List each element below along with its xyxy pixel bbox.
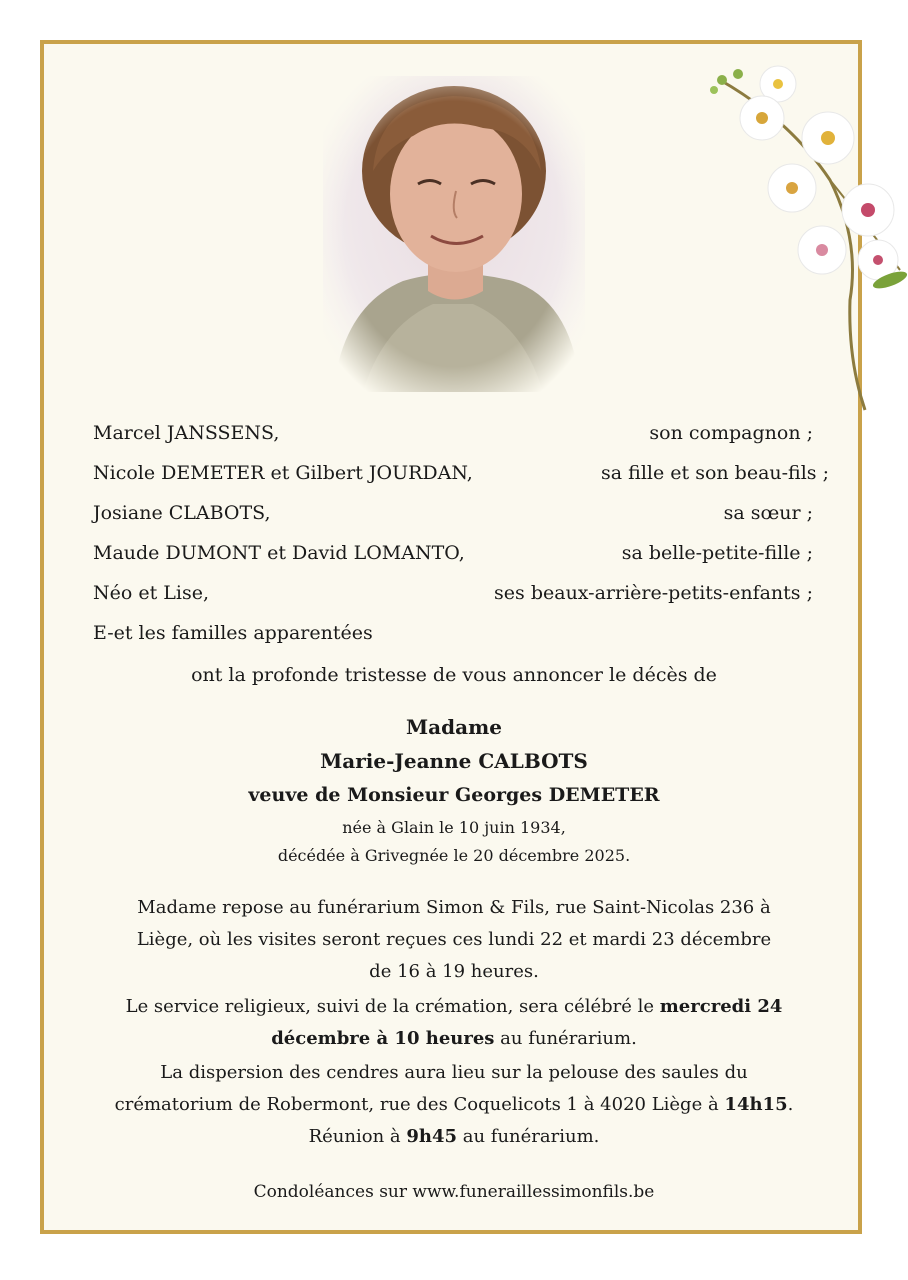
- details-line-8: [60, 1122, 848, 1152]
- meeting-time: 9h45: [406, 1126, 458, 1147]
- details-line-4: [60, 992, 848, 1022]
- family-name: Maude DUMONT et David LOMANTO,: [93, 542, 465, 564]
- orchid-decoration: [700, 60, 908, 415]
- family-relation: sa belle-petite-fille ;: [621, 542, 813, 564]
- details-line-3: de 16 à 19 heures.: [369, 961, 539, 982]
- family-name: Marcel JANSSENS,: [93, 422, 280, 444]
- family-row-3: [93, 498, 813, 528]
- family-name: Néo et Lise,: [93, 582, 209, 604]
- service-time: décembre à 10 heures: [271, 1028, 495, 1049]
- service-date: mercredi 24: [659, 996, 783, 1017]
- details-line-6: La dispersion des cendres aura lieu sur la pelouse des saules du: [160, 1062, 748, 1083]
- family-relation: sa sœur ;: [723, 502, 813, 524]
- family-relation: ses beaux-arrière-petits-enfants ;: [494, 582, 813, 604]
- family-name: E-et les familles apparentées: [93, 622, 373, 644]
- condolences-link[interactable]: Condoléances sur www.funeraillessimonfils.be: [253, 1182, 655, 1202]
- details-line-5: [60, 1024, 848, 1054]
- family-relation: son compagnon ;: [649, 422, 813, 444]
- family-relation: sa fille et son beau-fils ;: [601, 462, 829, 484]
- deceased-widow: veuve de Monsieur Georges DEMETER: [248, 784, 660, 806]
- family-row-2: [93, 458, 829, 488]
- details-line-5-text: au funérarium.: [494, 1028, 637, 1049]
- details-line-7-text: crématorium de Robermont, rue des Coquelicots 1 à 4020 Liège à: [114, 1094, 725, 1115]
- family-row-1: [93, 418, 813, 448]
- family-name: Nicole DEMETER et Gilbert JOURDAN,: [93, 462, 473, 484]
- dispersion-time: 14h15: [724, 1094, 788, 1115]
- family-row-4: [93, 538, 813, 568]
- deceased-died: décédée à Grivegnée le 20 décembre 2025.: [277, 846, 631, 865]
- deceased-title: Madame: [406, 715, 502, 739]
- orchid-flower-icon: [740, 66, 898, 280]
- announcement-text: ont la profonde tristesse de vous annoncer le décès de: [191, 664, 717, 686]
- details-line-8-text: Réunion à: [308, 1126, 407, 1147]
- deceased-born: née à Glain le 10 juin 1934,: [342, 818, 566, 837]
- details-line-7-end: .: [787, 1094, 794, 1115]
- portrait-photo: [323, 76, 585, 392]
- details-line-2: Liège, où les visites seront reçues ces lundi 22 et mardi 23 décembre: [136, 929, 772, 950]
- details-line-8-end: au funérarium.: [457, 1126, 600, 1147]
- details-line-7: [60, 1090, 848, 1120]
- details-line-1: Madame repose au funérarium Simon & Fils, rue Saint-Nicolas 236 à: [137, 897, 771, 918]
- details-line-4-text: Le service religieux, suivi de la crémation, sera célébré le: [125, 996, 660, 1017]
- family-row-6: [93, 618, 813, 648]
- family-name: Josiane CLABOTS,: [93, 502, 271, 524]
- deceased-name: Marie-Jeanne CALBOTS: [320, 749, 588, 773]
- family-row-5: [93, 578, 813, 608]
